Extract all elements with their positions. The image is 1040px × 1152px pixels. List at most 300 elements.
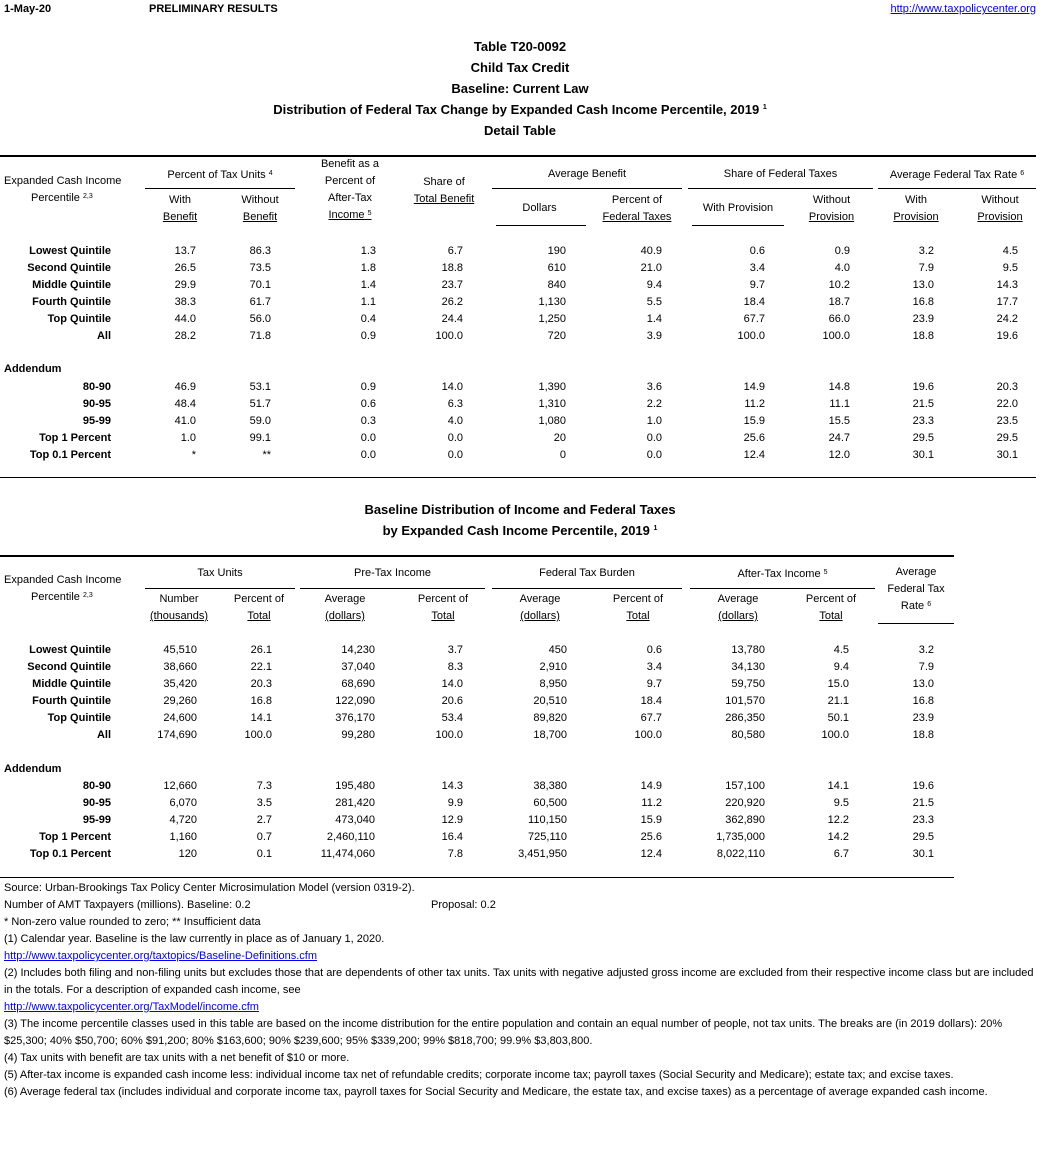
row-label: Second Quintile: [27, 661, 111, 673]
table-cell: 7.3: [256, 780, 272, 792]
tpc-link[interactable]: http://www.taxpolicycenter.org: [890, 3, 1036, 15]
table-cell: 29.9: [174, 279, 196, 291]
table-cell: 23.5: [996, 415, 1018, 427]
t2-pretax-rule: [300, 588, 485, 589]
table-cell: 59,750: [731, 678, 765, 690]
t1-avg-rate-rule: [878, 188, 1036, 189]
table-cell: 14.3: [441, 780, 463, 792]
table-cell: 23.9: [912, 313, 934, 325]
table-cell: 2,460,110: [326, 831, 375, 843]
row-label: Second Quintile: [27, 262, 111, 274]
table-cell: 70.1: [249, 279, 271, 291]
footnotes: [4, 880, 1034, 1101]
table-cell: 3.2: [918, 245, 934, 257]
table-cell: 24.7: [828, 432, 850, 444]
t2-avg-rate-rule: [878, 623, 954, 624]
table-cell: 19.6: [996, 330, 1018, 342]
table-description-text: Distribution of Federal Tax Change by Expanded Cash Income Percentile, 2019: [273, 102, 760, 117]
t1-pct-units-header: [145, 167, 295, 184]
table2-title-line2: [0, 520, 1040, 541]
t1-pct-units-rule: [145, 188, 295, 189]
table-cell: 18.8: [441, 262, 463, 274]
table-cell: 45,510: [163, 644, 197, 656]
table-cell: 1.0: [180, 432, 196, 444]
table2-top-rule: [0, 555, 954, 557]
table-cell: 6.7: [833, 848, 849, 860]
note-4: (4) Tax units with benefit are tax units with a net benefit of $10 or more.: [4, 1052, 350, 1064]
table-cell: 195,480: [335, 780, 375, 792]
table-cell: 24.4: [441, 313, 463, 325]
t1-addendum-label: Addendum: [4, 363, 62, 375]
table-cell: 4.5: [833, 644, 849, 656]
t1-col0-line2-text: Percentile: [31, 192, 80, 204]
t1-rate-without-2: Provision: [977, 211, 1023, 223]
table-cell: 73.5: [249, 262, 271, 274]
row-label: 80-90: [82, 780, 111, 792]
table-cell: 80,580: [731, 729, 765, 741]
t2-pretax-header: Pre-Tax Income: [353, 567, 432, 579]
t2-avg-rate-3-text: Rate: [900, 600, 925, 612]
table-cell: 29,260: [163, 695, 197, 707]
table-cell: 1.4: [360, 279, 376, 291]
table-cell: 5.5: [646, 296, 662, 308]
t1-pct-fed-header: [592, 192, 682, 226]
t1-with-benefit-header: [145, 192, 215, 226]
t1-with-benefit-2: Benefit: [162, 211, 198, 223]
t1-col-percentile-header: [4, 173, 144, 207]
table-cell: 20.3: [996, 381, 1018, 393]
t2-aftertax-avg-header: [698, 591, 778, 625]
row-label: Middle Quintile: [32, 279, 111, 291]
table-detail: Detail Table: [483, 123, 556, 138]
t2-aftertax-avg-2: (dollars): [718, 610, 758, 622]
t1-avg-rate-text: Average Federal Tax Rate: [889, 169, 1018, 181]
table-cell: 13.7: [174, 245, 196, 257]
table-cell: 9.7: [749, 279, 765, 291]
table-cell: 51.7: [249, 398, 271, 410]
note-6: (6) Average federal tax (includes individual and corporate income tax, payroll taxes for Social Security and Medicare, the estate tax, and excise taxes) as a percentage of average expanded cash income.: [4, 1086, 988, 1098]
table-cell: 14.0: [441, 381, 463, 393]
table-cell: 100.0: [244, 729, 272, 741]
table-cell: 281,420: [335, 797, 375, 809]
table2-titles: [0, 499, 1040, 541]
t2-units-pct-2: Total: [247, 610, 271, 622]
note-source: Source: Urban-Brookings Tax Policy Center Microsimulation Model (version 0319-2).: [4, 882, 415, 894]
t1-with-prov-header: [688, 200, 788, 217]
t1-col0-line1: Expanded Cash Income: [4, 175, 122, 187]
table-cell: 14,230: [341, 644, 375, 656]
preliminary-label: PRELIMINARY RESULTS: [149, 3, 278, 15]
table-cell: 12.2: [827, 814, 849, 826]
table-cell: 14.1: [250, 712, 272, 724]
table-cell: 20.6: [441, 695, 463, 707]
table-cell: 3.7: [447, 644, 463, 656]
table-cell: 4.0: [834, 262, 850, 274]
t1-benefit-pct-3: After-Tax: [327, 192, 372, 204]
table-cell: 3.9: [646, 330, 662, 342]
row-label: All: [96, 729, 111, 741]
table-cell: 38.3: [174, 296, 196, 308]
table-cell: 0: [559, 449, 566, 461]
table-cell: 14.0: [441, 678, 463, 690]
note-1: (1) Calendar year. Baseline is the law currently in place as of January 1, 2020.: [4, 933, 385, 945]
table-cell: 38,380: [533, 780, 567, 792]
table-cell: 1,735,000: [716, 831, 765, 843]
table-cell: 122,090: [335, 695, 375, 707]
table-cell: 9.7: [646, 678, 662, 690]
table-cell: 21.5: [912, 797, 934, 809]
table-cell: 18,700: [533, 729, 567, 741]
table-cell: 0.9: [360, 381, 376, 393]
row-label: 90-95: [82, 398, 111, 410]
t2-burden-avg-1: Average: [519, 593, 561, 605]
t2-burden-rule: [492, 588, 682, 589]
table-cell: 19.6: [912, 780, 934, 792]
table1-top-rule: [0, 155, 1036, 157]
table-cell: 100.0: [435, 729, 463, 741]
row-label: Top 1 Percent: [39, 831, 111, 843]
table-cell: 3.2: [918, 644, 934, 656]
table-cell: 0.0: [646, 432, 662, 444]
table-cell: 56.0: [249, 313, 271, 325]
table-cell: 16.8: [912, 296, 934, 308]
t2-pretax-avg-1: Average: [324, 593, 366, 605]
t2-aftertax-pct-1: Percent of: [805, 593, 857, 605]
table-cell: 9.5: [1002, 262, 1018, 274]
table-cell: 67.7: [743, 313, 765, 325]
table-cell: 1,160: [169, 831, 197, 843]
table-cell: 100.0: [634, 729, 662, 741]
t2-units-pct-1: Percent of: [233, 593, 285, 605]
table-cell: 20,510: [533, 695, 567, 707]
t2-aftertax-header: [690, 566, 875, 583]
table-cell: 0.6: [360, 398, 376, 410]
table-cell: 12.4: [640, 848, 662, 860]
t1-without-prov-header: [790, 192, 873, 226]
table-cell: 30.1: [912, 848, 934, 860]
table-cell: 110,150: [528, 814, 567, 826]
t1-dollars-text: Dollars: [522, 202, 557, 214]
table-cell: 29.5: [996, 432, 1018, 444]
t2-tax-units-rule: [145, 588, 295, 589]
table-cell: 3,451,950: [518, 848, 567, 860]
table-cell: 11,474,060: [320, 848, 375, 860]
t1-avg-rate-sup: 6: [1020, 170, 1025, 177]
table-cell: 18.8: [912, 330, 934, 342]
table-cell: 0.7: [256, 831, 272, 843]
table-cell: 22.1: [250, 661, 272, 673]
table-cell: 840: [547, 279, 566, 291]
table-cell: 450: [548, 644, 567, 656]
table-cell: 9.4: [646, 279, 662, 291]
table-cell: 38,660: [163, 661, 197, 673]
table-cell: 100.0: [435, 330, 463, 342]
table-cell: 3.5: [256, 797, 272, 809]
table-cell: 15.9: [640, 814, 662, 826]
table-cell: 157,100: [725, 780, 765, 792]
table-cell: 7.9: [918, 262, 934, 274]
table-cell: 4.5: [1002, 245, 1018, 257]
table-description: [0, 99, 1040, 120]
table-cell: 4.0: [447, 415, 463, 427]
note-amt: Number of AMT Taxpayers (millions). Baseline: 0.2: [4, 899, 251, 911]
table-cell: 40.9: [640, 245, 662, 257]
table-cell: *: [191, 449, 196, 461]
table-cell: 3.6: [646, 381, 662, 393]
note-3: (3) The income percentile classes used in this table are based on the income distribution for the entire population and contain an equal number of people, not tax units. The breaks are (in 2019 dollars): 20% $25,300; 40% $50,700; 60% $91,200; 80% $163,600; 90% $239,600; 95% $339,200; 99% $818,700; 99.9% $3,803,800.: [4, 1018, 1003, 1047]
table-cell: 89,820: [533, 712, 567, 724]
table-cell: 6,070: [169, 797, 197, 809]
t1-share-header: [397, 174, 491, 208]
t2-addendum-label: Addendum: [4, 763, 62, 775]
table-cell: 16.8: [250, 695, 272, 707]
table-cell: 18.4: [640, 695, 662, 707]
table-cell: 21.1: [827, 695, 849, 707]
table-cell: 28.2: [174, 330, 196, 342]
t2-aftertax-rule: [690, 588, 875, 589]
t1-dollars-rule: [496, 225, 586, 226]
t1-avg-rate-header: [878, 167, 1036, 184]
table-cell: 0.0: [360, 432, 376, 444]
t1-benefit-pct-2: Percent of: [324, 175, 376, 187]
table-cell: 14.3: [996, 279, 1018, 291]
table-cell: 61.7: [249, 296, 271, 308]
t1-pct-units-sup: 4: [268, 170, 273, 177]
table-cell: 0.6: [646, 644, 662, 656]
t1-dollars-header: [492, 200, 587, 217]
table-cell: 30.1: [912, 449, 934, 461]
t2-burden-pct-header: [597, 591, 679, 625]
t2-col0-line2: [4, 589, 144, 606]
table-cell: 26.1: [250, 644, 272, 656]
table-cell: 174,690: [157, 729, 197, 741]
t1-pct-units-text: Percent of Tax Units: [167, 169, 266, 181]
t1-share-fed-rule: [688, 188, 873, 189]
t1-pct-fed-2: Federal Taxes: [602, 211, 672, 223]
table-cell: 14.9: [743, 381, 765, 393]
table-cell: 2.2: [646, 398, 662, 410]
table-cell: 34,130: [731, 661, 765, 673]
table-cell: 100.0: [822, 330, 850, 342]
table-cell: 25.6: [743, 432, 765, 444]
t2-pretax-avg-2: (dollars): [325, 610, 365, 622]
table-cell: 120: [178, 848, 197, 860]
row-label: 80-90: [82, 381, 111, 393]
table-cell: 20.3: [250, 678, 272, 690]
table-cell: 15.0: [827, 678, 849, 690]
table-cell: 41.0: [174, 415, 196, 427]
table-cell: 53.4: [441, 712, 463, 724]
row-label: Middle Quintile: [32, 678, 111, 690]
table-baseline: Baseline: Current Law: [451, 81, 589, 96]
t1-pct-fed-1: Percent of: [611, 194, 663, 206]
table-cell: 50.1: [827, 712, 849, 724]
note-2: (2) Includes both filing and non-filing units but excludes those that are dependents of other tax units. Tax units with negative adjusted gross income are excluded from their respective income class but are included in the totals. For a description of expanded cash income, see: [4, 967, 1034, 996]
table-cell: 99.1: [249, 432, 271, 444]
table-cell: 1,080: [538, 415, 566, 427]
t2-burden-header: Federal Tax Burden: [539, 567, 635, 579]
table-cell: 610: [547, 262, 566, 274]
row-label: Top 0.1 Percent: [29, 449, 111, 461]
table-cell: 101,570: [725, 695, 765, 707]
table-cell: 8,022,110: [716, 848, 765, 860]
t2-tax-units-header: Tax Units: [197, 567, 243, 579]
t2-burden-pct-2: Total: [626, 610, 650, 622]
t2-pretax-pct-1: Percent of: [417, 593, 469, 605]
table-cell: 30.1: [996, 449, 1018, 461]
table-cell: 8.3: [447, 661, 463, 673]
table-cell: **: [262, 449, 271, 461]
t2-pretax-avg-header: [305, 591, 385, 625]
t2-avg-rate-1: Average: [895, 566, 937, 578]
t1-without-benefit-1: Without: [241, 194, 279, 206]
footnote-ref: 1: [762, 104, 767, 111]
table-cell: 12.0: [828, 449, 850, 461]
table-cell: 1.1: [360, 296, 376, 308]
table2-footnote-ref: 1: [653, 525, 658, 532]
note-amt-line: [4, 897, 1034, 914]
table-cell: 18.8: [912, 729, 934, 741]
table-cell: 22.0: [996, 398, 1018, 410]
table1-bottom-rule: [0, 477, 1036, 478]
t1-share-fed-header: Share of Federal Taxes: [723, 168, 838, 180]
table-cell: 100.0: [737, 330, 765, 342]
table-cell: 29.5: [912, 831, 934, 843]
row-label: Lowest Quintile: [29, 245, 111, 257]
t2-number-header: [143, 591, 215, 625]
t2-units-pct-header: [224, 591, 294, 625]
t2-pretax-pct-header: [402, 591, 484, 625]
t1-benefit-pct-1: Benefit as a: [320, 158, 380, 170]
t1-rate-without-1: Without: [981, 194, 1019, 206]
table-cell: 18.4: [743, 296, 765, 308]
table-cell: 3.4: [646, 661, 662, 673]
t1-share-1: Share of: [423, 176, 465, 188]
t1-avg-benefit-rule: [492, 188, 682, 189]
table-id: Table T20-0092: [473, 39, 567, 54]
table-cell: 8,950: [539, 678, 567, 690]
table-cell: 15.5: [828, 415, 850, 427]
row-label: Top 1 Percent: [39, 432, 111, 444]
table-cell: 1,390: [538, 381, 566, 393]
table-cell: 14.1: [827, 780, 849, 792]
table-cell: 24,600: [163, 712, 197, 724]
t2-avg-rate-2: Federal Tax: [887, 583, 945, 595]
table-cell: 48.4: [174, 398, 196, 410]
table-cell: 0.0: [646, 449, 662, 461]
note-proposal: Proposal: 0.2: [431, 899, 496, 911]
t2-aftertax-sup: 5: [823, 569, 828, 576]
table2-title-line2-text: by Expanded Cash Income Percentile, 2019: [382, 523, 650, 538]
table-cell: 16.8: [912, 695, 934, 707]
table-cell: 9.5: [833, 797, 849, 809]
table-cell: 2.7: [256, 814, 272, 826]
top-bar: [4, 3, 1036, 17]
t2-number-2: (thousands): [149, 610, 209, 622]
table-cell: 1.0: [646, 415, 662, 427]
t1-without-benefit-2: Benefit: [242, 211, 278, 223]
table-cell: 37,040: [341, 661, 375, 673]
table-cell: 14.2: [827, 831, 849, 843]
table-cell: 15.9: [743, 415, 765, 427]
table-cell: 71.8: [249, 330, 271, 342]
table-cell: 100.0: [821, 729, 849, 741]
table-cell: 0.0: [447, 432, 463, 444]
t2-aftertax-avg-1: Average: [717, 593, 759, 605]
t1-rate-with-2: Provision: [893, 211, 939, 223]
table-cell: 53.1: [249, 381, 271, 393]
table-cell: 21.0: [640, 262, 662, 274]
table-cell: 20: [553, 432, 566, 444]
row-label: 95-99: [82, 415, 111, 427]
table-cell: 67.7: [640, 712, 662, 724]
table-cell: 23.7: [441, 279, 463, 291]
report-date: 1-May-20: [4, 3, 52, 15]
row-label: 95-99: [82, 814, 111, 826]
t1-rate-with-header: [878, 192, 954, 226]
note-link-income[interactable]: http://www.taxpolicycenter.org/TaxModel/income.cfm: [4, 1001, 259, 1013]
table-cell: 18.7: [828, 296, 850, 308]
table-cell: 473,040: [335, 814, 375, 826]
t1-with-benefit-1: With: [169, 194, 191, 206]
t1-avg-benefit-header: Average Benefit: [547, 168, 627, 180]
table-cell: 10.2: [828, 279, 850, 291]
table-cell: 0.3: [360, 415, 376, 427]
t2-avg-rate-3: [878, 598, 954, 615]
t1-rate-with-1: With: [905, 194, 927, 206]
table-cell: 17.7: [996, 296, 1018, 308]
t1-with-prov-rule: [692, 225, 784, 226]
table-cell: 1.4: [646, 313, 662, 325]
table-cell: 13.0: [912, 279, 934, 291]
table-cell: 220,920: [725, 797, 765, 809]
t2-number-1: Number: [159, 593, 199, 605]
table-cell: 3.4: [749, 262, 765, 274]
note-link-baseline[interactable]: http://www.taxpolicycenter.org/taxtopics/Baseline-Definitions.cfm: [4, 950, 318, 962]
table-cell: 12.4: [743, 449, 765, 461]
table-cell: 24.2: [996, 313, 1018, 325]
t1-with-prov-text: With Provision: [702, 202, 774, 214]
table-cell: 14.9: [640, 780, 662, 792]
table-cell: 1.3: [360, 245, 376, 257]
t1-benefit-pct-sup: 5: [367, 210, 372, 217]
table-cell: 11.2: [641, 797, 662, 809]
row-label: Top Quintile: [47, 313, 111, 325]
table-cell: 46.9: [174, 381, 196, 393]
t1-without-benefit-header: [225, 192, 295, 226]
table-cell: 9.9: [447, 797, 463, 809]
table-cell: 12.9: [441, 814, 463, 826]
table-cell: 4,720: [169, 814, 197, 826]
t2-burden-pct-1: Percent of: [612, 593, 664, 605]
t1-benefit-pct-4-text: Income: [328, 209, 365, 221]
row-label: All: [96, 330, 111, 342]
table-cell: 9.4: [833, 661, 849, 673]
table-cell: 23.3: [912, 814, 934, 826]
table-cell: 0.0: [360, 449, 376, 461]
table-cell: 11.1: [829, 398, 850, 410]
table-cell: 86.3: [249, 245, 271, 257]
table-cell: 0.4: [360, 313, 376, 325]
table-cell: 25.6: [640, 831, 662, 843]
table-cell: 13.0: [912, 678, 934, 690]
table-cell: 1,130: [538, 296, 566, 308]
t1-share-2: Total Benefit: [413, 193, 475, 205]
t2-burden-avg-header: [500, 591, 580, 625]
table-cell: 19.6: [912, 381, 934, 393]
table-topic: Child Tax Credit: [470, 60, 570, 75]
table-cell: 26.5: [174, 262, 196, 274]
